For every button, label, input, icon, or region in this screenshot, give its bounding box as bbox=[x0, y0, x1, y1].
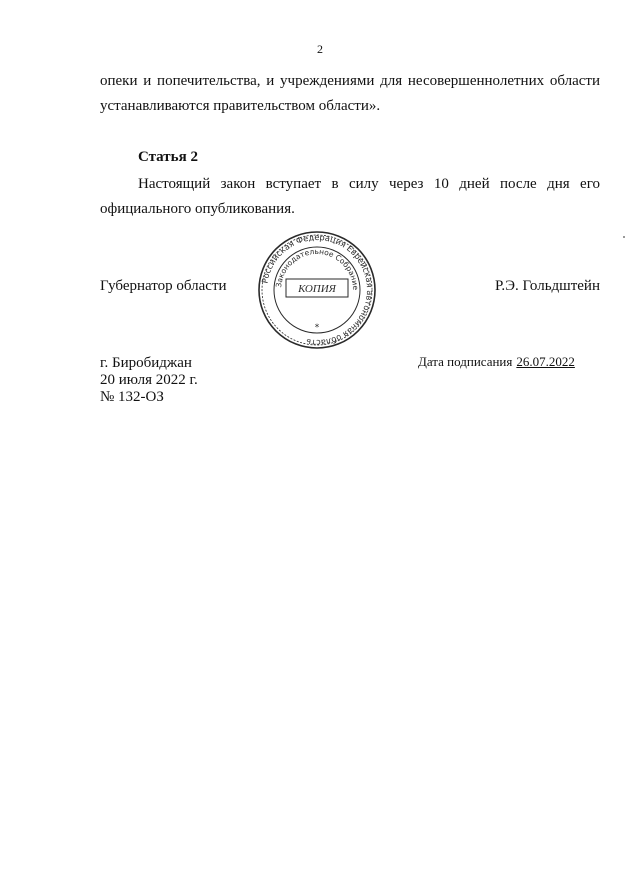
city: г. Биробиджан bbox=[100, 355, 192, 371]
paragraph-continuation bbox=[100, 69, 600, 119]
place-block bbox=[100, 355, 198, 406]
seal-center-text: КОПИЯ bbox=[298, 283, 336, 295]
seal-star-icon: * bbox=[314, 323, 320, 333]
law-number: № 132-ОЗ bbox=[100, 389, 164, 405]
adoption-date: 20 июля 2022 г. bbox=[100, 372, 198, 388]
signing-date-label: Дата подписания bbox=[418, 354, 513, 369]
governor-name: Р.Э. Гольдштейн bbox=[494, 278, 600, 294]
article-line: Настоящий закон вступает в силу через 10 дней после дня его bbox=[138, 176, 600, 192]
scan-artifact bbox=[623, 236, 625, 238]
article-text bbox=[100, 172, 600, 222]
seal-inner-text: Законодательное Собрание bbox=[274, 246, 361, 291]
seal-stamp bbox=[256, 229, 378, 351]
signing-date bbox=[418, 354, 575, 370]
governor-label: Губернатор области bbox=[100, 278, 227, 294]
article-line: официального опубликования. bbox=[100, 201, 295, 217]
seal-outer-text: Российская Федерация Еврейская автономная область bbox=[259, 231, 376, 349]
page-number: 2 bbox=[317, 42, 323, 56]
paragraph-line: устанавливаются правительством области». bbox=[100, 98, 381, 114]
paragraph-line: опеки и попечительства, и учреждениями для несовершеннолетних области bbox=[100, 73, 600, 89]
article-title: Статья 2 bbox=[138, 149, 198, 165]
signing-date-value: 26.07.2022 bbox=[516, 354, 575, 369]
